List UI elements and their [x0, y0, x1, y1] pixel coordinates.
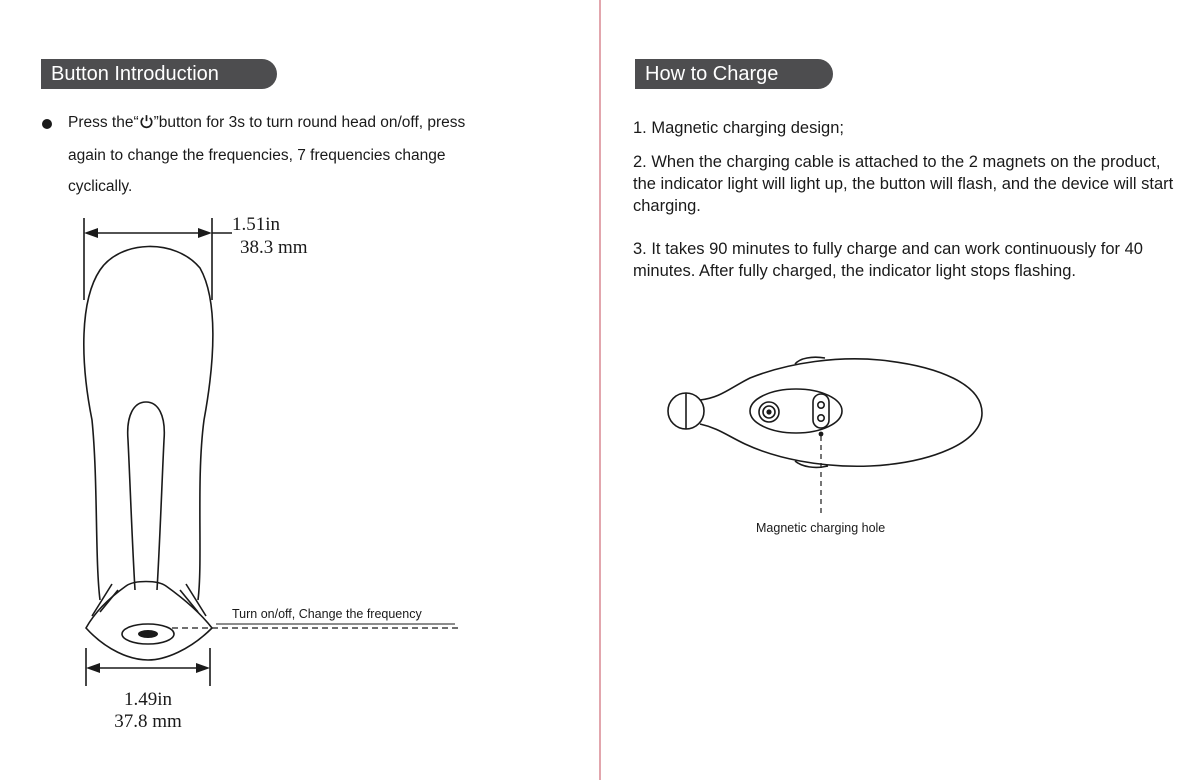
button-callout-label: Turn on/off, Change the frequency: [232, 607, 422, 621]
how-to-charge-header: How to Charge: [635, 59, 833, 89]
charge-step-2: 2. When the charging cable is attached to the 2 magnets on the product, the indicator light will light up, the button will flash, and the device will start charging.: [633, 153, 1174, 215]
charge-step-3: 3. It takes 90 minutes to fully charge and can work continuously for 40 minutes. After fully charged, the indicator light stops flashing.: [633, 240, 1143, 280]
button-introduction-header: Button Introduction: [41, 59, 277, 89]
top-width-mm: 38.3 mm: [240, 237, 308, 258]
button-instruction-line-3: cyclically.: [68, 178, 133, 195]
button-instruction-line-2: again to change the frequencies, 7 frequencies change: [68, 147, 446, 164]
bottom-width-mm: 37.8 mm: [114, 711, 182, 732]
bottom-width-inches: 1.49in: [123, 689, 173, 710]
top-width-inches: 1.51in: [232, 214, 281, 235]
instruction-suffix: ”button for 3s to turn round head on/off, press: [153, 114, 466, 131]
charge-step-1: 1. Magnetic charging design;: [633, 119, 844, 137]
product-side-diagram: [600, 0, 1200, 780]
instruction-prefix: Press the“: [68, 114, 139, 131]
charging-hole-callout: Magnetic charging hole: [756, 521, 886, 535]
